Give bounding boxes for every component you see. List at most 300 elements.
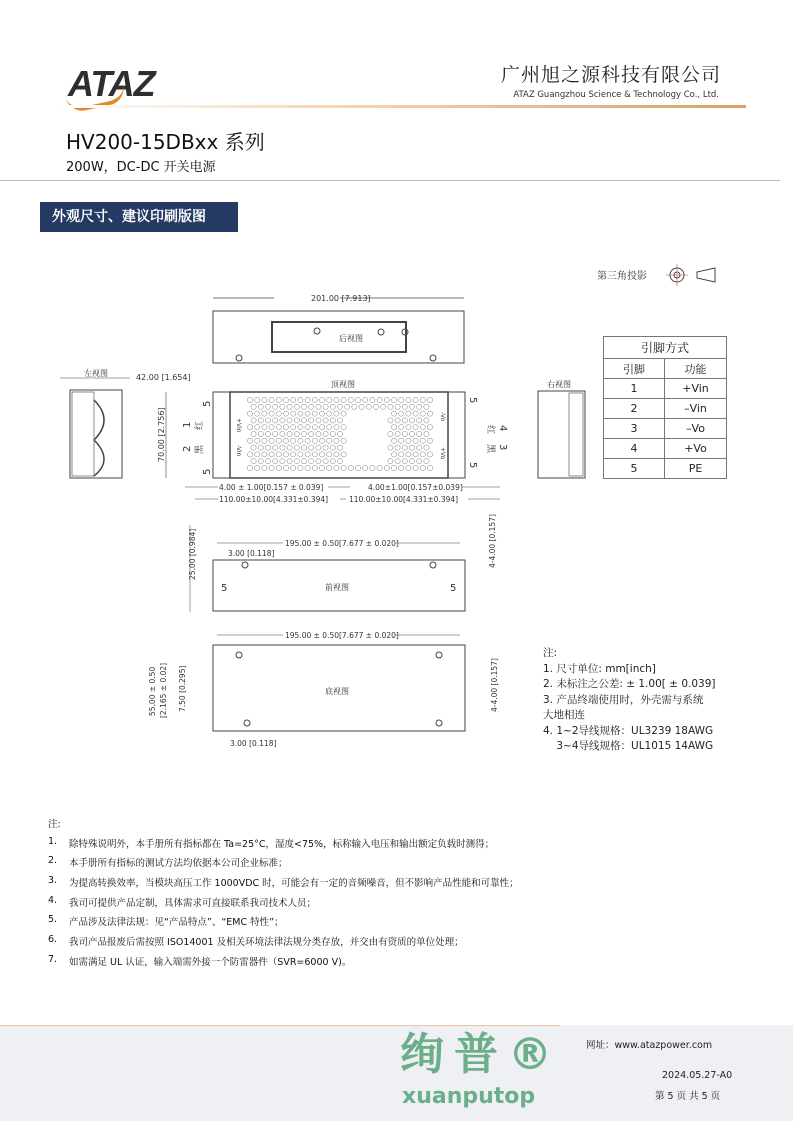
product-subtitle: 200W，DC-DC 开关电源 [66,160,216,175]
vent-hole [262,465,267,470]
dim-height: 70.00 [2.756] [157,407,166,462]
pin-5-label: 5 [467,397,478,404]
dim-lead-strip-right: 4.00±1.00[0.157±0.039] [368,483,463,492]
vent-hole [406,465,411,470]
vent-hole [283,397,288,402]
vent-hole [273,431,278,436]
vent-hole [273,404,278,409]
footer-divider [0,1025,560,1026]
vent-hole [377,397,382,402]
vent-hole [265,459,270,464]
vent-hole [247,465,252,470]
vent-hole [280,418,285,423]
page-number: 第 5 页 共 5 页 [655,1091,721,1102]
vent-hole [255,465,260,470]
vent-hole [294,418,299,423]
vent-hole [424,404,429,409]
vent-hole [287,445,292,450]
left-view-label: 左视图 [84,369,108,378]
note-text: 我司可提供产品定制，具体需求可直接联系我司技术人员； [69,897,317,909]
vent-hole [388,459,393,464]
vent-hole [294,445,299,450]
vent-hole [409,418,414,423]
vo-minus-marking: -Vo [439,412,446,422]
pin-table-row [604,379,727,399]
vent-hole [298,465,303,470]
vent-hole [388,418,393,423]
vent-hole [319,411,324,416]
vent-hole [316,418,321,423]
pin-function: +Vin [665,379,727,399]
vent-hole [269,452,274,457]
vent-hole [262,411,267,416]
vent-hole [420,465,425,470]
vent-hole [305,465,310,470]
pin-table-row [604,399,727,419]
pin-3-label: 3 [497,444,508,451]
vent-hole [391,425,396,430]
vent-hole [341,452,346,457]
vent-hole [395,445,400,450]
vent-hole [291,438,296,443]
vent-hole [276,425,281,430]
vent-hole [269,465,274,470]
vent-hole [334,425,339,430]
note-text: 我司产品报废后需按照 ISO14001 及相关环境法律法规分类存放，并交由有资质的单位处理； [69,937,464,949]
company-name-cn: 广州旭之源科技有限公司 [500,64,721,86]
dim-mount-hole-bottom: 4-4.00 [0.157] [490,658,499,712]
note-number: 4. [48,894,58,906]
vent-hole [395,418,400,423]
vent-hole [283,452,288,457]
vent-hole [276,411,281,416]
vent-hole [291,425,296,430]
vent-hole [413,411,418,416]
vo-plus-marking: +Vo [439,447,446,460]
vent-hole [316,445,321,450]
vent-hole [334,397,339,402]
vent-hole [294,404,299,409]
vent-hole [247,397,252,402]
vent-hole [327,438,332,443]
vent-hole [341,465,346,470]
vent-hole [427,465,432,470]
vin-minus-marking: -Vin [235,445,242,457]
vent-hole [341,397,346,402]
drawing-note-line: 3~4导线规格：UL1015 14AWG [543,740,714,752]
vent-hole [251,418,256,423]
dim-mount-length-bottom: 195.00 ± 0.50[7.677 ± 0.020] [285,631,399,640]
vent-hole [316,459,321,464]
vent-hole [399,465,404,470]
vent-hole [424,459,429,464]
pin-table-row [604,439,727,459]
vent-hole [294,431,299,436]
vent-hole [312,425,317,430]
vent-hole [334,411,339,416]
third-angle-projection-icon [666,264,715,286]
vent-hole [269,411,274,416]
pin-5-label: 5 [202,400,213,407]
vent-hole [370,397,375,402]
vent-hole [417,404,422,409]
vent-hole [341,438,346,443]
vent-hole [269,438,274,443]
projection-label: 第三角投影 [597,271,647,282]
general-notes [48,816,519,974]
drawing-note-line: 4. 1~2导线规格：UL3239 18AWG [543,724,714,737]
vent-hole [305,411,310,416]
vent-hole [283,425,288,430]
vent-hole [294,459,299,464]
vent-hole [427,425,432,430]
dim-width: 42.00 [1.654] [136,373,191,382]
vent-hole [276,452,281,457]
watermark-text: xuanputop [402,1084,536,1109]
rear-view-label: 后视图 [339,334,363,343]
vent-hole [309,418,314,423]
function-column-header: 功能 [665,359,727,379]
vent-hole [420,411,425,416]
vent-hole [399,425,404,430]
website-link[interactable]: 网址：www.atazpower.com [586,1040,713,1051]
vent-hole [251,445,256,450]
drawing-note-line: 2. 未标注之公差: ± 1.00[ ± 0.039] [543,678,716,690]
vent-hole [251,431,256,436]
vent-hole [388,431,393,436]
vent-hole [276,438,281,443]
vent-hole [323,418,328,423]
dim-overall-length: 201.00 [7.913] [311,294,371,303]
vent-hole [305,438,310,443]
vent-hole [323,459,328,464]
section-heading: 外观尺寸、建议印刷版图 [40,202,238,232]
vent-hole [280,445,285,450]
vent-hole [337,459,342,464]
document-version: 2024.05.27-A0 [662,1070,733,1081]
product-title: HV200-15DBxx 系列 [66,130,265,154]
vent-hole [319,438,324,443]
vent-hole [305,425,310,430]
vent-hole [341,411,346,416]
dim-mount-width-inch: [2.165 ± 0.02] [159,662,168,718]
vent-hole [301,418,306,423]
vent-hole [276,397,281,402]
vent-hole [406,438,411,443]
vent-hole [337,445,342,450]
vent-hole [280,431,285,436]
vent-hole [255,425,260,430]
vent-hole [301,404,306,409]
vent-hole [391,411,396,416]
note-number: 3. [48,875,58,887]
vent-hole [337,431,342,436]
vent-hole [402,459,407,464]
vent-hole [330,459,335,464]
vent-hole [273,459,278,464]
vent-hole [262,397,267,402]
note-item [48,895,519,915]
vent-hole [337,418,342,423]
vent-hole [283,438,288,443]
vent-hole [269,425,274,430]
vent-hole [406,425,411,430]
drawing-note-line: 大地相连 [543,709,585,721]
vent-hole [330,445,335,450]
bottom-view-label: 底视图 [325,687,349,696]
note-number: 5. [48,914,58,926]
pin-1-color: 红 [195,420,205,430]
vent-hole [262,438,267,443]
vent-hole [258,431,263,436]
vent-hole [258,445,263,450]
note-item [48,855,519,875]
pin-definition-table [603,336,727,479]
vent-hole [334,452,339,457]
vent-hole [384,465,389,470]
vent-hole [262,452,267,457]
vent-hole [427,397,432,402]
vent-hole [420,425,425,430]
dim-offset-front: 3.00 [0.118] [228,549,275,558]
vent-hole [409,445,414,450]
vent-hole [323,431,328,436]
pin-table-caption: 引脚方式 [604,337,727,359]
vent-hole [395,404,400,409]
pin-number: 1 [604,379,665,399]
vent-hole [247,411,252,416]
vent-hole [312,452,317,457]
vent-hole [399,452,404,457]
front-view-label: 前视图 [325,583,349,592]
vent-hole [417,418,422,423]
dim-hole-offset: 7.50 [0.295] [178,665,187,712]
pin-number: 5 [604,459,665,479]
rear-view [213,292,464,363]
right-view [538,379,585,478]
pin-number: 4 [604,439,665,459]
note-item [48,954,519,974]
pin-table-row [604,459,727,479]
vent-hole [413,465,418,470]
vent-hole [265,431,270,436]
vent-hole [265,404,270,409]
vent-hole [305,397,310,402]
vent-hole [402,404,407,409]
vent-hole [399,438,404,443]
dim-lead-length-right: 110.00±10.00[4.331±0.394] [349,495,459,504]
vent-hole [417,431,422,436]
vent-hole [262,425,267,430]
note-item [48,836,519,856]
vent-hole [258,404,263,409]
left-view [60,368,191,478]
vent-holes [247,397,432,470]
vent-hole [316,431,321,436]
vent-hole [337,404,342,409]
pin-number: 2 [604,399,665,419]
vent-hole [287,418,292,423]
vent-hole [341,425,346,430]
vent-hole [395,459,400,464]
vent-hole [309,404,314,409]
vent-hole [291,397,296,402]
vent-hole [287,404,292,409]
drawing-notes-heading: 注: [543,647,558,659]
vent-hole [251,404,256,409]
vent-hole [291,411,296,416]
dim-lead-length-left: 110.00±10.00[4.331±0.394] [219,495,329,504]
company-logo: ATAZ [68,63,155,104]
pin-column-header: 引脚 [604,359,665,379]
note-item [48,934,519,954]
vent-hole [348,465,353,470]
dim-mount-width: 55.00 ± 0.50 [148,666,157,716]
right-view-label: 右视图 [547,380,571,389]
vent-hole [283,465,288,470]
vent-hole [424,445,429,450]
note-item [48,914,519,934]
vent-hole [273,445,278,450]
vent-hole [395,431,400,436]
pin-function: –Vin [665,399,727,419]
notes-heading: 注: [48,819,61,830]
top-view [157,380,508,504]
dim-mount-hole-front: 4-4.00 [0.157] [488,514,497,568]
vent-hole [391,397,396,402]
pin-2-label: 2 [182,445,193,452]
vent-hole [251,459,256,464]
vent-hole [327,465,332,470]
vent-hole [391,465,396,470]
vent-hole [265,445,270,450]
vent-hole [330,418,335,423]
drawing-note-line: 1. 尺寸单位: mm[inch] [543,662,656,675]
vent-hole [413,425,418,430]
vent-hole [247,438,252,443]
vent-hole [406,452,411,457]
vent-hole [287,431,292,436]
note-item [48,875,519,895]
vent-hole [409,431,414,436]
vent-hole [413,397,418,402]
vent-hole [413,452,418,457]
vent-hole [309,445,314,450]
bottom-view [148,630,499,748]
vent-hole [327,452,332,457]
vent-hole [247,425,252,430]
vent-hole [363,397,368,402]
vent-hole [291,465,296,470]
vent-hole [298,397,303,402]
vent-hole [298,411,303,416]
vent-hole [305,452,310,457]
vent-hole [301,431,306,436]
pin-4-label: 4 [497,425,508,432]
vent-hole [298,438,303,443]
vent-hole [265,418,270,423]
pin-number: 3 [604,419,665,439]
note-number: 2. [48,855,58,867]
pin-5-label: 5 [202,468,213,475]
vent-hole [345,404,350,409]
pin-4-color: 红 [485,425,495,435]
vent-hole [276,465,281,470]
vent-hole [255,397,260,402]
vent-hole [309,459,314,464]
drawing-note-line: 3. 产品终端使用时，外壳需与系统 [543,693,704,706]
vent-hole [247,452,252,457]
top-view-label: 顶视图 [331,380,355,389]
vent-hole [366,404,371,409]
vent-hole [348,397,353,402]
vent-hole [301,445,306,450]
vent-hole [424,418,429,423]
vent-hole [370,465,375,470]
vent-hole [334,465,339,470]
note-number: 1. [48,835,58,847]
vent-hole [312,397,317,402]
vent-hole [255,411,260,416]
pin-2-color: 黑 [195,444,205,454]
vent-hole [420,452,425,457]
vent-hole [381,404,386,409]
vent-hole [391,438,396,443]
vent-hole [298,452,303,457]
pin-5-label: 5 [467,462,478,469]
vent-hole [312,411,317,416]
vent-hole [391,452,396,457]
vent-hole [258,418,263,423]
vent-hole [283,411,288,416]
pin-table-row [604,419,727,439]
vent-hole [406,397,411,402]
vent-hole [301,459,306,464]
pin-5-label: 5 [450,583,457,594]
vent-hole [427,452,432,457]
vent-hole [352,404,357,409]
vent-hole [363,465,368,470]
vent-hole [316,404,321,409]
pin-function: –Vo [665,419,727,439]
vent-hole [327,397,332,402]
vent-hole [323,404,328,409]
vent-hole [255,452,260,457]
note-text: 如需满足 UL 认证，输入端需外接一个防雷器件（SVR=6000 V)。 [69,956,352,968]
note-number: 6. [48,934,58,946]
pin-function: PE [665,459,727,479]
vent-hole [319,397,324,402]
pin-function: +Vo [665,439,727,459]
vent-hole [384,397,389,402]
vent-hole [287,459,292,464]
vent-hole [327,411,332,416]
dim-mount-length-front: 195.00 ± 0.50[7.677 ± 0.020] [285,539,399,548]
vent-hole [280,459,285,464]
vent-hole [417,459,422,464]
note-text: 产品涉及法律法规：见“产品特点”、“EMC 特性”； [69,917,284,929]
vent-hole [388,404,393,409]
vent-hole [402,431,407,436]
pin-5-label: 5 [221,583,228,594]
vent-hole [258,459,263,464]
vent-hole [298,425,303,430]
vent-hole [291,452,296,457]
vent-hole [327,425,332,430]
vent-hole [420,438,425,443]
vent-hole [330,404,335,409]
vent-hole [413,438,418,443]
